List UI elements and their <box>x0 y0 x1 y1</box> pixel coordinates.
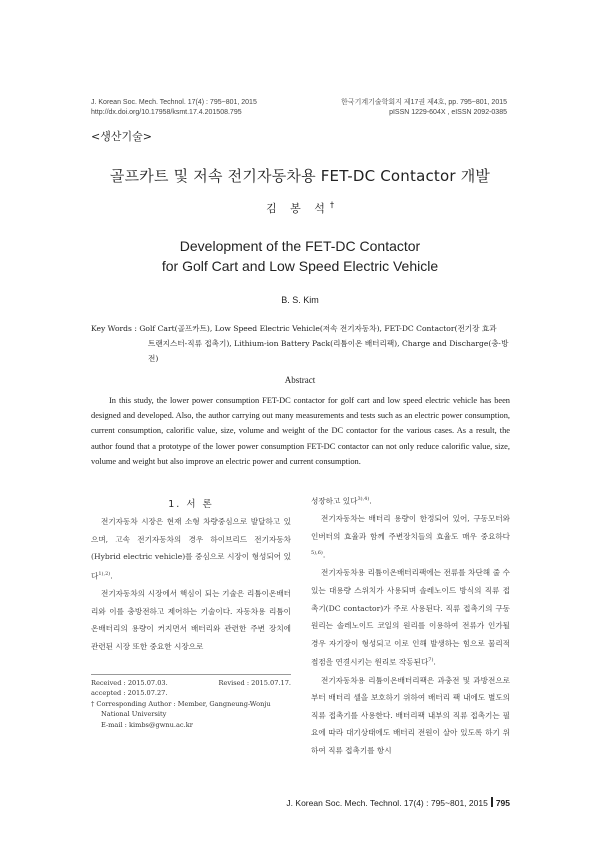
keywords-line2: 트랜지스터-직류 접촉기), Lithium-ion Battery Pack(리튬이온 배터리팩), Charge and Discharge(충·방전) <box>148 339 509 363</box>
paper-title-en-line1: Development of the FET-DC Contactor <box>179 238 421 254</box>
citation-ref: 3),4) <box>357 496 370 502</box>
received-date: Received : 2015.07.03. <box>91 679 168 687</box>
abstract-text: In this study, the lower power consumption FET-DC contactor for golf cart and low speed electric vehicle has been designed and developed. Also, the author carrying out many measurements and tests such as an electric power consumption, current consumption, calorific value, size, volume and weight of the DC contactor for the various cases. As a result, the author found that a prototype of the lower power consumption FET-DC contactor can not only reduce calorific value, size, volume and weight but also improve an electric power and current consumption. <box>91 396 510 466</box>
footer-citation: J. Korean Soc. Mech. Technol. 17(4) : 795~801, 2015 <box>286 798 488 808</box>
right-paragraph-0: 성장하고 있다$^{3),4)}$. <box>311 496 372 506</box>
header-journal-ko: 한국기계기술학회지 제17권 제4호, pp. 795~801, 2015 <box>341 99 507 106</box>
footnote <box>91 678 291 730</box>
paper-title-ko: 골프카트 및 저속 전기자동차용 FET-DC Contactor 개발 <box>109 167 491 185</box>
right-paragraph-3: 전기자동차용 리튬이온배터리팩은 과충전 및 과방전으로부터 배터리 셀을 보호하기 위하여 배터리 팩 내에도 별도의 직류 접촉기를 사용한다. 배터리팩 내부의 직류 접촉기는 필요에 따라 대기상태에도 배터리 전원이 살아 있도록 하기 위하여 직류 접촉기를 항시 <box>311 675 510 755</box>
right-p0-text: 성장하고 있다 <box>311 496 358 506</box>
section-label: <생산기술> <box>91 130 152 143</box>
right-paragraph-2: 전기자동차용 리튬이온배터리팩에는 전류를 차단해 줄 수 있는 대용량 스위치가 사용되며 솔레노이드 방식의 직류 접촉기(DC contactor)가 주로 사용된다. 직류 접촉기의 구동원리는 솔레노이드 코일의 원리를 이용하여 전류가 인가될 경우 자기장이 형성되고 이로 인해 발생하는 힘으로 물리적 접점을 연결시키는 원리로 작동된다$^{7)}$. <box>311 568 510 667</box>
affiliation: National University <box>101 710 167 719</box>
header-issn: pISSN 1229-604X , eISSN 2092-0385 <box>389 109 507 116</box>
author-ko-name: 김 봉 석 <box>266 202 330 215</box>
right-column <box>311 491 510 760</box>
right-p2-text: 전기자동차용 리튬이온배터리팩에는 전류를 차단해 줄 수 있는 대용량 스위치가 사용되며 솔레노이드 방식의 직류 접촉기(DC contactor)가 주로 사용된다. 직류 접촉기의 구동원리는 솔레노이드 코일의 원리를 이용하여 전류가 인가될 경우 자기장이 형성되고 이로 인해 발생하는 힘으로 물리적 접점을 연결시키는 원리로 작동된다 <box>311 568 510 667</box>
citation-ref: 1),2) <box>98 570 111 577</box>
page-number: 795 <box>495 798 510 808</box>
left-column <box>91 513 291 655</box>
author-ko <box>0 200 600 216</box>
abstract-heading: Abstract <box>284 375 316 385</box>
footnote-divider <box>91 674 291 675</box>
paper-title-en <box>0 236 600 276</box>
paper-title-en-line2: for Golf Cart and Low Speed Electric Vehicle <box>161 258 439 274</box>
journal-citation-header <box>91 98 257 118</box>
page-footer <box>286 797 510 808</box>
author-en: B. S. Kim <box>281 295 319 305</box>
journal-issn-header <box>341 98 507 118</box>
intro-paragraph-2: 전기자동차의 시장에서 핵심이 되는 기술은 리튬이온배터리와 이를 충방전하고 제어하는 기술이다. 자동차용 리튬이온배터리의 용량이 커지면서 배터리와 관련한 주변 장치에 관련된 시장 또한 중요한 시장으로 <box>91 588 291 651</box>
keywords-label: Key Words : <box>91 324 137 333</box>
intro-p1-text: 전기자동차 시장은 현재 소형 차량중심으로 발달하고 있으며, 고속 전기자동차의 경우 하이브리드 전기자동차(Hybrid electric vehicle)를 중심으로 시장이 형성되어 있다 <box>91 517 291 581</box>
corresponding-mark: † <box>329 200 334 210</box>
revised-date: Revised : 2015.07.17. <box>218 679 291 687</box>
email-link[interactable]: E-mail : kimbs@gwnu.ac.kr <box>101 720 193 729</box>
accepted-date: accepted : 2015.07.27. <box>91 689 168 698</box>
footer-separator <box>491 797 493 807</box>
header-citation: J. Korean Soc. Mech. Technol. 17(4) : 795~801, 2015 <box>91 99 257 106</box>
keywords-line1: Golf Cart(골프카트), Low Speed Electric Vehicle(저속 전기자동차), FET-DC Contactor(전기장 효과 <box>139 324 497 333</box>
section-1-title: 1. 서 론 <box>168 499 214 510</box>
corresponding-author: † Corresponding Author : Member, Gangneung-Wonju <box>91 699 271 708</box>
citation-ref: 5),6) <box>311 550 323 557</box>
keywords <box>91 321 511 366</box>
citation-ref: 7) <box>428 657 434 664</box>
header-doi-link[interactable]: http://dx.doi.org/10.17958/ksmt.17.4.201508.795 <box>91 109 242 116</box>
intro-paragraph-1: 전기자동차 시장은 현재 소형 차량중심으로 발달하고 있으며, 고속 전기자동차의 경우 하이브리드 전기자동차(Hybrid electric vehicle)를 중심으로 시장이 형성되어 있다$^{1),2)}$. <box>91 517 291 581</box>
right-paragraph-1: 전기자동차는 배터리 용량이 한정되어 있어, 구동모터와 인버터의 효율과 함께 주변장치들의 효율도 매우 중요하다$^{5),6)}$. <box>311 514 510 560</box>
right-p1-text: 전기자동차는 배터리 용량이 한정되어 있어, 구동모터와 인버터의 효율과 함께 주변장치들의 효율도 매우 중요하다 <box>311 514 510 541</box>
